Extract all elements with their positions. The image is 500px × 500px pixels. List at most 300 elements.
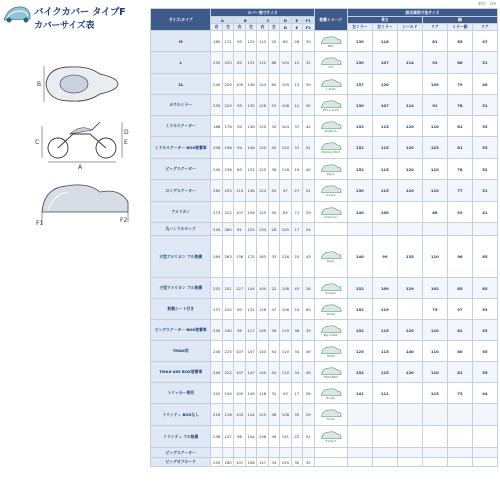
table-row xyxy=(151,404,498,426)
cover-dim-cell: 54 xyxy=(268,362,279,383)
vehicle-dim-cell: 109 xyxy=(422,74,447,95)
cover-dim-cell: 17 xyxy=(291,223,302,236)
vehicle-dim-cell: 140 xyxy=(397,341,422,362)
cover-dim-cell: 156 xyxy=(245,458,256,467)
cover-dim-cell: 29 xyxy=(303,202,314,223)
cover-dim-cell: 255 xyxy=(211,458,222,467)
unit-note: 単位：cm xyxy=(477,1,496,6)
cover-model-label: Big-A xyxy=(327,259,335,263)
vehicle-dim-cell: 115 xyxy=(372,137,397,159)
cover-dim-cell: 55 xyxy=(303,95,314,116)
table-row xyxy=(151,448,498,458)
vehicle-dim-cell: 152 xyxy=(347,116,372,137)
cover-dim-cell: 147 xyxy=(257,458,268,467)
cover-dim-cell: 124 xyxy=(257,74,268,95)
vehicle-dim-cell: 115 xyxy=(372,180,397,202)
cover-dim-cell: 273 xyxy=(211,202,222,223)
vehicle-dim-cell: 123 xyxy=(422,137,447,159)
col-header-image: 装着イメージ xyxy=(314,9,347,31)
cover-image-cell xyxy=(314,362,347,383)
vehicle-dim-cell: 152 xyxy=(347,362,372,383)
cover-dim-cell: 220 xyxy=(222,299,233,320)
vehicle-dim-cell: 109 xyxy=(372,278,397,299)
cover-dim-cell: 110 xyxy=(280,362,291,383)
table-row xyxy=(151,223,498,236)
cover-dim-cell: 68 xyxy=(268,52,279,74)
vehicle-dim-cell: 152 xyxy=(347,320,372,341)
cover-dim-cell: 110 xyxy=(280,341,291,362)
cover-dim-cell: 240 xyxy=(211,74,222,95)
vehicle-dim-cell xyxy=(372,404,397,426)
size-type-cell: ミドルスクーター BOX装着車 xyxy=(151,137,211,159)
cover-dim-cell: 136 xyxy=(234,236,245,278)
cover-dim-cell: 108 xyxy=(280,404,291,426)
cover-dim-cell: 222 xyxy=(211,383,222,404)
cover-dim-cell: 284 xyxy=(211,236,222,278)
vehicle-dim-cell: 115 xyxy=(372,116,397,137)
vehicle-col-header: ミラー側 xyxy=(447,24,472,31)
vehicle-dim-cell: 40 xyxy=(472,74,497,95)
cover-dim-cell: 94 xyxy=(234,137,245,159)
vehicle-dim-cell: 125 xyxy=(347,341,372,362)
table-row xyxy=(151,202,498,223)
cover-dim-cell xyxy=(234,448,245,458)
cover-dim-cell: 118 xyxy=(257,383,268,404)
cover-dim-cell: 108 xyxy=(280,95,291,116)
cover-dim-cell: 180 xyxy=(211,31,222,52)
cover-dim-cell: 65 xyxy=(280,31,291,52)
cover-dim-cell: 237 xyxy=(211,299,222,320)
vehicle-dim-cell: 141 xyxy=(347,383,372,404)
col-header-size: サイズ/タイプ xyxy=(151,9,211,31)
vehicle-dim-cell xyxy=(397,458,422,467)
vehicle-dim-cell: 107 xyxy=(372,95,397,116)
cover-dim-cell: 17 xyxy=(291,383,302,404)
cover-dim-cell: 220 xyxy=(222,52,233,74)
vehicle-dim-cell: 152 xyxy=(347,299,372,320)
sub-header-f2: F2 xyxy=(303,24,314,31)
cover-dim-cell: 134 xyxy=(257,223,268,236)
cover-dim-cell: 194 xyxy=(222,383,233,404)
cover-dim-cell: 22 xyxy=(291,426,302,448)
cover-dim-cell: 222 xyxy=(222,362,233,383)
cover-model-label: TMAX-BOX xyxy=(323,374,338,379)
cover-model-label: L 2L20 xyxy=(326,86,336,91)
vehicle-dim-cell xyxy=(397,299,422,320)
cover-dim-cell: 71 xyxy=(291,202,302,223)
cover-dim-cell: 132 xyxy=(245,299,256,320)
cover-dim-cell: 118 xyxy=(280,159,291,180)
cover-dim-cell: 260 xyxy=(222,223,233,236)
cover-dim-cell: 100 xyxy=(257,278,268,299)
cover-dim-cell xyxy=(245,448,256,458)
page-subtitle: カバーサイズ表 xyxy=(34,21,95,31)
bike-cover-thumbnail-icon xyxy=(320,163,342,173)
vehicle-dim-cell xyxy=(372,426,397,448)
cover-dim-cell: 99 xyxy=(234,320,245,341)
cover-dim-cell: 156 xyxy=(245,202,256,223)
cover-image-cell xyxy=(314,320,347,341)
vehicle-dim-cell: 110 xyxy=(422,341,447,362)
cover-image-cell xyxy=(314,458,347,467)
cover-dim-cell: 35 xyxy=(291,404,302,426)
vehicle-dim-cell: 53 xyxy=(472,116,497,137)
cover-dim-cell: 251 xyxy=(222,278,233,299)
vehicle-dim-cell xyxy=(472,426,497,448)
dim-e-label: E xyxy=(124,139,128,146)
cover-dim-cell: 54 xyxy=(268,341,279,362)
sub-header: 右 xyxy=(211,24,222,31)
cover-image-cell xyxy=(314,223,347,236)
vehicle-dim-cell: 114 xyxy=(397,52,422,74)
table-row xyxy=(151,236,498,278)
vehicle-dim-cell: 140 xyxy=(347,236,372,278)
vehicle-dim-cell: 51 xyxy=(472,52,497,74)
dim-header-e: E xyxy=(291,17,302,24)
cover-dim-cell: 56 xyxy=(268,320,279,341)
cover-dim-cell: 37 xyxy=(291,137,302,159)
table-row xyxy=(151,74,498,95)
cover-dim-cell: 110 xyxy=(234,180,245,202)
cover-dim-cell: 140 xyxy=(257,341,268,362)
cover-dim-cell: 85 xyxy=(234,52,245,74)
cover-dim-cell: 90 xyxy=(234,299,245,320)
cover-dim-cell: 65 xyxy=(303,299,314,320)
vehicle-dim-cell: 81 xyxy=(447,116,472,137)
cover-dim-cell: 49 xyxy=(303,362,314,383)
sub-header: 左 xyxy=(222,24,233,31)
cover-dim-cell xyxy=(268,448,279,458)
cover-dim-cell: 25 xyxy=(268,31,279,52)
bike-cover-thumbnail-icon xyxy=(320,303,342,313)
vehicle-dim-cell: 99 xyxy=(372,236,397,278)
cover-dim-cell: 135 xyxy=(245,95,256,116)
cover-silhouette-diagram xyxy=(28,172,142,228)
vehicle-dim-cell: 63 xyxy=(472,278,497,299)
cover-dim-cell: 27 xyxy=(291,180,302,202)
cover-dim-cell: 131 xyxy=(245,52,256,74)
vehicle-dim-cell xyxy=(472,404,497,426)
cover-dim-cell: 98 xyxy=(234,426,245,448)
vehicle-dim-cell: 53 xyxy=(472,320,497,341)
cover-dim-cell: 141 xyxy=(280,426,291,448)
size-type-cell: ミドルスクーター xyxy=(151,116,211,137)
size-type-cell: 2L xyxy=(151,74,211,95)
cover-dim-cell: 100 xyxy=(234,404,245,426)
cover-dim-cell: 45 xyxy=(291,278,302,299)
vehicle-dim-cell: 139 xyxy=(347,31,372,52)
bike-cover-thumbnail-icon xyxy=(320,120,342,130)
cover-dim-cell: 24 xyxy=(303,223,314,236)
vehicle-dim-cell: 92 xyxy=(422,95,447,116)
vehicle-dim-cell xyxy=(422,448,447,458)
vehicle-dim-cell xyxy=(372,223,397,236)
cover-dim-cell: 101 xyxy=(234,458,245,467)
cover-dim-cell: 53 xyxy=(268,95,279,116)
vehicle-dim-cell: 55 xyxy=(472,341,497,362)
dim-f2-label: F2 xyxy=(120,217,128,224)
vehicle-dim-cell xyxy=(397,404,422,426)
cover-image-cell xyxy=(314,341,347,362)
cover-dim-cell: 28 xyxy=(291,31,302,52)
vehicle-dim-cell: 86 xyxy=(447,52,472,74)
cover-dim-cell: 34 xyxy=(291,341,302,362)
cover-dim-cell: 230 xyxy=(211,320,222,341)
vehicle-dim-cell: 41 xyxy=(472,202,497,223)
bike-cover-thumbnail-icon xyxy=(320,282,342,292)
cover-dim-cell: 28 xyxy=(303,383,314,404)
cover-dim-cell: 180 xyxy=(222,458,233,467)
cover-dim-cell: 240 xyxy=(211,223,222,236)
cover-dim-cell: 50 xyxy=(268,202,279,223)
vehicle-dim-cell: 65 xyxy=(472,236,497,278)
cover-dim-cell: 140 xyxy=(257,362,268,383)
cover-dim-cell: 147 xyxy=(245,362,256,383)
cover-dim-cell: 176 xyxy=(222,116,233,137)
cover-dim-cell xyxy=(280,448,291,458)
cover-dim-cell: 32 xyxy=(268,116,279,137)
sub-header-e: E xyxy=(291,24,302,31)
table-row xyxy=(151,180,498,202)
table-row xyxy=(151,31,498,52)
cover-dim-cell: 252 xyxy=(211,278,222,299)
cover-dim-cell: 240 xyxy=(211,159,222,180)
cover-dim-cell: 37 xyxy=(291,116,302,137)
cover-dim-cell: 255 xyxy=(222,180,233,202)
vehicle-dim-cell: 82 xyxy=(447,320,472,341)
cover-dim-cell: 95 xyxy=(234,95,245,116)
cover-dim-cell: 51 xyxy=(303,137,314,159)
cover-image-cell xyxy=(314,95,347,116)
dim-header-b: B xyxy=(234,17,257,24)
cover-dim-cell: 128 xyxy=(257,299,268,320)
cover-dim-cell: 230 xyxy=(211,52,222,74)
table-row xyxy=(151,95,498,116)
cover-dim-cell: 132 xyxy=(245,159,256,180)
vehicle-dim-cell: 120 xyxy=(397,137,422,159)
cover-dim-cell: 108 xyxy=(280,278,291,299)
table-row xyxy=(151,52,498,74)
col-header-vehicle: 該当車両寸法サイズ xyxy=(347,9,497,17)
dim-b-label: B xyxy=(37,81,42,88)
vehicle-dim-cell xyxy=(472,458,497,467)
cover-dim-cell: 95 xyxy=(234,31,245,52)
cover-dim-cell: 34 xyxy=(268,458,279,467)
cover-dim-cell: 22 xyxy=(268,278,279,299)
vehicle-dim-cell: 120 xyxy=(397,180,422,202)
cover-image-cell xyxy=(314,52,347,74)
vehicle-dim-cell: 81 xyxy=(447,137,472,159)
cover-dim-cell: 144 xyxy=(245,278,256,299)
vehicle-dim-cell xyxy=(397,426,422,448)
cover-dim-cell: 247 xyxy=(222,426,233,448)
vehicle-dim-cell: 100 xyxy=(372,202,397,223)
vehicle-dim-cell: 115 xyxy=(372,341,397,362)
cover-model-label: L70 xyxy=(328,65,334,69)
vehicle-dim-cell: 51 xyxy=(472,180,497,202)
vehicle-dim-cell: 47 xyxy=(472,31,497,52)
cover-dim-cell: 24 xyxy=(291,299,302,320)
size-type-cell: ビッグスクーター BOX装着車 xyxy=(151,320,211,341)
cover-dim-cell: 125 xyxy=(257,404,268,426)
vehicle-col-header: リア xyxy=(472,24,497,31)
cover-dim-cell: 105 xyxy=(280,74,291,95)
table-row xyxy=(151,341,498,362)
cover-dim-cell: 119 xyxy=(280,320,291,341)
dim-c-label: C xyxy=(35,139,40,146)
col-header-cover: カバー実寸サイズ xyxy=(211,9,314,17)
dim-header-f: F1 xyxy=(303,17,314,24)
vehicle-dim-cell: 135 xyxy=(397,236,422,278)
bike-cover-thumbnail-icon xyxy=(320,78,342,88)
cover-model-label: Big-S xyxy=(327,171,335,176)
vehicle-dim-cell xyxy=(422,404,447,426)
cover-dim-cell: 125 xyxy=(245,31,256,52)
cover-image-cell xyxy=(314,383,347,404)
cover-dim-cell: 125 xyxy=(257,159,268,180)
size-type-cell: トリシティ BOXなし xyxy=(151,404,211,426)
sub-header-d: D xyxy=(280,24,291,31)
bike-cover-thumbnail-icon xyxy=(320,35,342,45)
vehicle-dim-cell: 55 xyxy=(472,362,497,383)
dim-header-c: C xyxy=(257,17,280,24)
dim-a-label: A xyxy=(78,164,83,170)
vehicle-dim-cell: 92 xyxy=(447,202,472,223)
vehicle-dim-cell: 116 xyxy=(372,31,397,52)
cover-model-label: M65 xyxy=(327,43,334,48)
cover-image-cell xyxy=(314,236,347,278)
vehicle-dim-cell xyxy=(397,202,422,223)
vehicle-dim-cell: 107 xyxy=(372,52,397,74)
cover-dim-cell: 25 xyxy=(291,236,302,278)
cover-image-cell xyxy=(314,74,347,95)
vehicle-dim-cell: 97 xyxy=(447,299,472,320)
size-type-cell: カウルミラー xyxy=(151,95,211,116)
cover-dim-cell: 12 xyxy=(291,52,302,74)
cover-image-cell xyxy=(314,278,347,299)
cover-dim-cell xyxy=(222,448,233,458)
size-type-cell: TMAX用 xyxy=(151,341,211,362)
top-view-diagram xyxy=(28,52,126,112)
table-row xyxy=(151,320,498,341)
cover-dim-cell: 26 xyxy=(303,278,314,299)
cover-model-label: EF1-L-2L20 xyxy=(322,107,339,112)
vehicle-dim-cell xyxy=(347,458,372,467)
cover-image-cell xyxy=(314,202,347,223)
vehicle-dim-cell xyxy=(447,404,472,426)
cover-dim-cell: 105 xyxy=(234,383,245,404)
cover-model-label: Middle-S BOX xyxy=(321,150,341,154)
size-type-cell: L xyxy=(151,52,211,74)
cover-dim-cell: 97 xyxy=(280,180,291,202)
vehicle-dim-cell xyxy=(472,223,497,236)
vehicle-dim-cell: 120 xyxy=(397,362,422,383)
cover-model-label: Big-S BOX xyxy=(323,332,338,337)
sub-header: 左 xyxy=(268,24,279,31)
vehicle-dim-cell: 51 xyxy=(472,95,497,116)
cover-dim-cell: 236 xyxy=(222,159,233,180)
table-row xyxy=(151,458,498,467)
cover-dim-cell: 104 xyxy=(280,116,291,137)
vehicle-dim-cell: 110 xyxy=(422,159,447,180)
cover-dim-cell: 240 xyxy=(211,362,222,383)
cover-dim-cell: 225 xyxy=(222,341,233,362)
vehicle-dim-cell: 92 xyxy=(422,52,447,74)
vehicle-dim-cell: 75 xyxy=(422,299,447,320)
cover-dim-cell: 220 xyxy=(222,74,233,95)
table-row xyxy=(151,383,498,404)
cover-dim-cell: 109 xyxy=(257,320,268,341)
cover-dim-cell xyxy=(211,448,222,458)
vehicle-col-header: シールド xyxy=(397,24,422,31)
vehicle-dim-cell: 114 xyxy=(397,95,422,116)
table-row xyxy=(151,299,498,320)
cover-dim-cell: 12 xyxy=(291,95,302,116)
vehicle-dim-cell: 120 xyxy=(397,159,422,180)
cover-image-cell xyxy=(314,31,347,52)
size-type-cell: トリッカー専用 xyxy=(151,383,211,404)
cover-model-label: American xyxy=(324,214,338,219)
vehicle-dim-cell: 81 xyxy=(447,362,472,383)
cover-dim-cell: 49 xyxy=(303,341,314,362)
dim-f1-label: F1 xyxy=(36,220,44,227)
vehicle-dim-cell xyxy=(397,31,422,52)
cover-dim-cell: 93 xyxy=(280,383,291,404)
size-type-cell: TMAX-485 BOX装着車 xyxy=(151,362,211,383)
cover-dim-cell: 127 xyxy=(234,278,245,299)
vehicle-dim-cell: 80 xyxy=(447,341,472,362)
size-type-cell: トリシティ フル装備 xyxy=(151,426,211,448)
page-title: バイクカバー タイプF xyxy=(34,7,126,18)
vehicle-dim-cell xyxy=(347,426,372,448)
size-type-cell: ビッグスクーター xyxy=(151,159,211,180)
table-row xyxy=(151,426,498,448)
vehicle-dim-cell: 115 xyxy=(372,320,397,341)
vehicle-dim-cell: 52 xyxy=(472,159,497,180)
cover-dim-cell: 120 xyxy=(257,116,268,137)
vehicle-dim-cell xyxy=(422,458,447,467)
cover-image-cell xyxy=(314,448,347,458)
vehicle-dim-cell: 129 xyxy=(397,278,422,299)
cover-dim-cell: 100 xyxy=(280,52,291,74)
cover-dim-cell: 208 xyxy=(211,137,222,159)
cover-dim-cell: 35 xyxy=(303,458,314,467)
cover-dim-cell: 171 xyxy=(222,31,233,52)
sub-header: 右 xyxy=(257,24,268,31)
cover-dim-cell: 188 xyxy=(211,116,222,137)
cover-dim-cell: 125 xyxy=(257,202,268,223)
cover-dim-cell: 155 xyxy=(280,458,291,467)
cover-dim-cell: 175 xyxy=(245,236,256,278)
vehicle-dim-cell: 115 xyxy=(422,383,447,404)
cover-dim-cell: 51 xyxy=(303,426,314,448)
cover-dim-cell: 222 xyxy=(222,202,233,223)
vehicle-dim-cell: 85 xyxy=(447,31,472,52)
cover-model-label: TMAX xyxy=(326,353,335,358)
vehicle-dim-cell: 152 xyxy=(347,137,372,159)
size-type-cell: M xyxy=(151,31,211,52)
vehicle-dim-cell xyxy=(397,383,422,404)
cover-dim-cell: 163 xyxy=(257,236,268,278)
vehicle-dim-cell: 81 xyxy=(422,31,447,52)
vehicle-dim-cell xyxy=(447,426,472,448)
vehicle-dim-cell xyxy=(372,448,397,458)
cover-model-label: Sheet xyxy=(326,311,335,316)
cover-dim-cell: 146 xyxy=(245,180,256,202)
cover-dim-cell: 34 xyxy=(291,362,302,383)
vehicle-dim-cell: 115 xyxy=(372,362,397,383)
vehicle-dim-cell: 157 xyxy=(347,74,372,95)
